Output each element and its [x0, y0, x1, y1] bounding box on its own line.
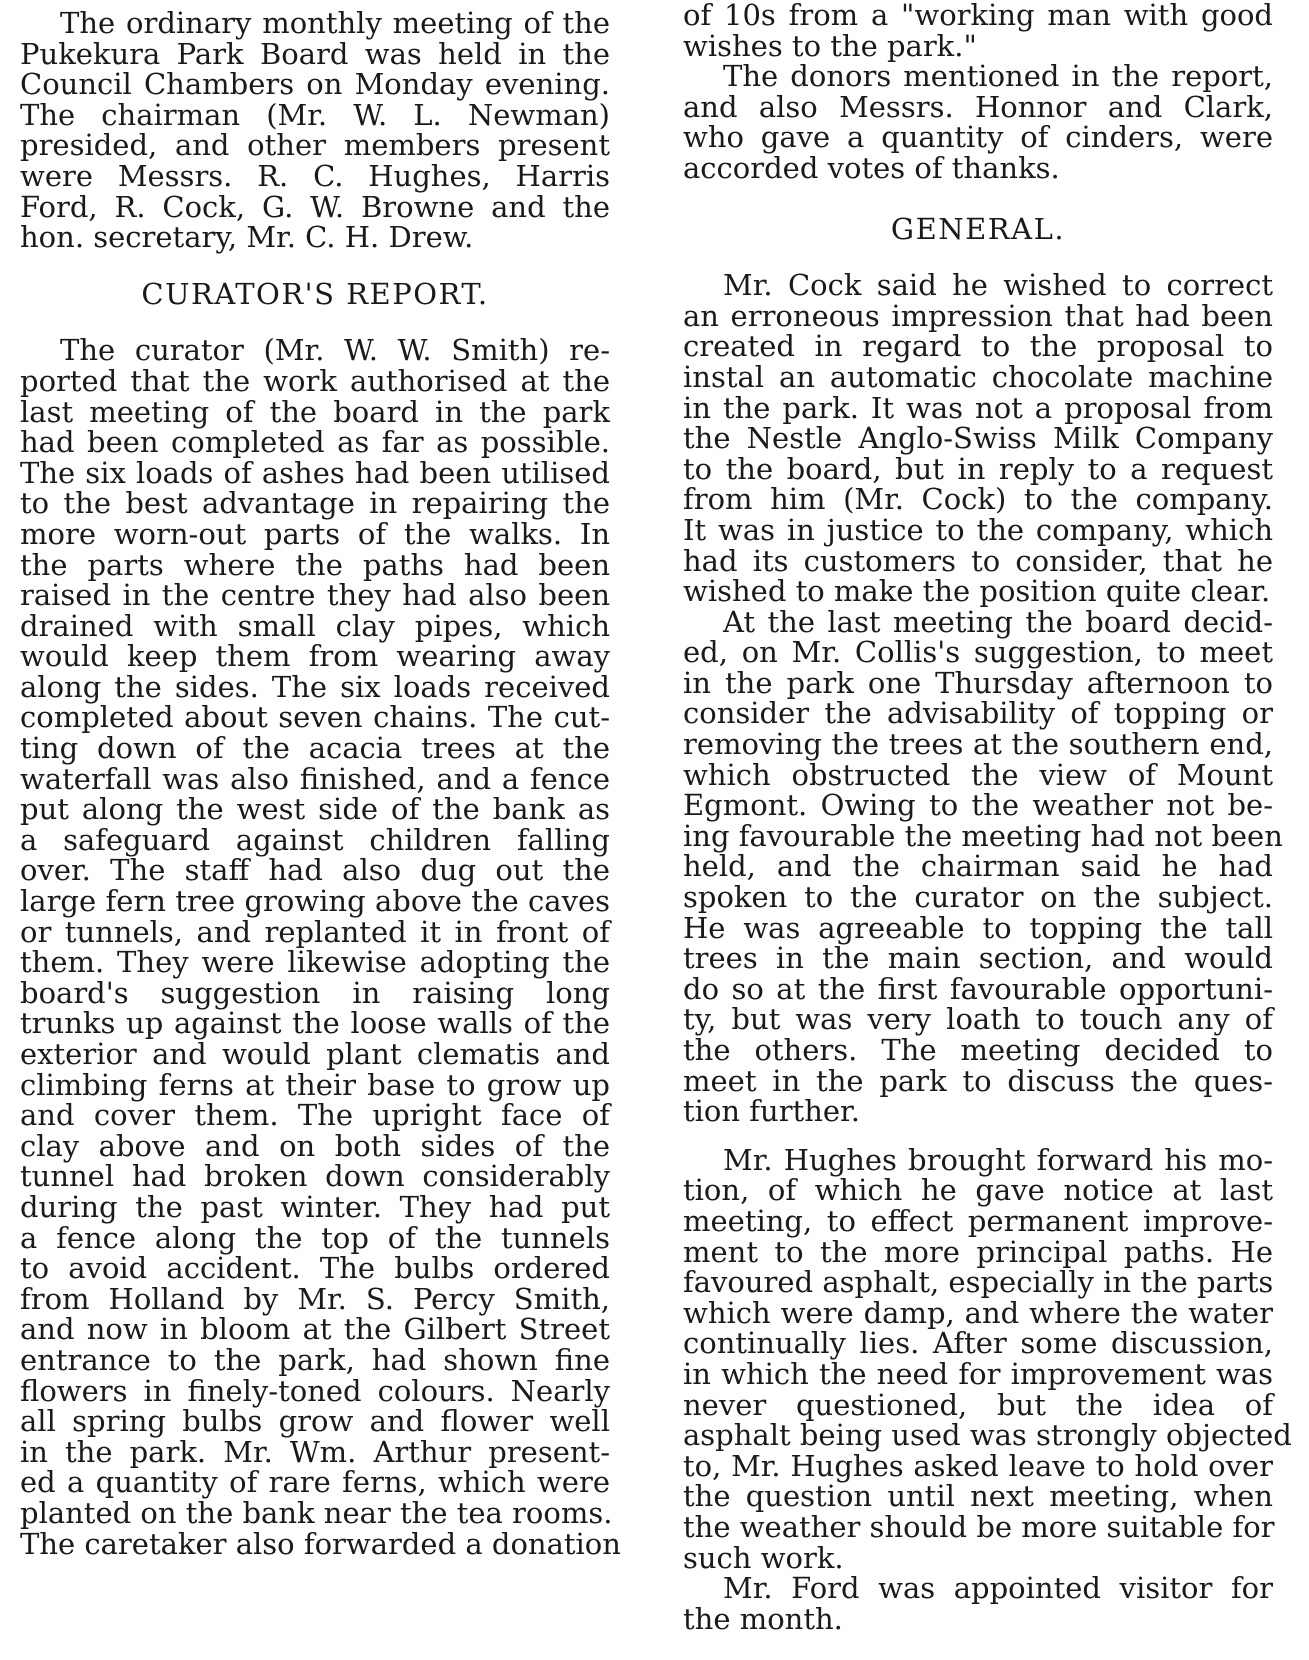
- text-line: waterfall was also finished, and a fence: [20, 761, 610, 796]
- text-line: to the board, but in reply to a request: [683, 451, 1273, 486]
- text-line: continually lies. After some discussion,: [683, 1326, 1273, 1361]
- text-line: meeting, to effect permanent improve-: [683, 1203, 1273, 1238]
- text-line: Mr. Cock said he wished to correct: [723, 268, 1273, 303]
- text-line: climbing ferns at their base to grow up: [20, 1067, 610, 1102]
- text-line: ty, but was very loath to touch any of: [683, 1002, 1273, 1037]
- general-paragraph-hughes: [683, 1142, 1292, 1575]
- text-line: all spring bulbs grow and flower well: [20, 1404, 610, 1439]
- text-line: an erroneous impression that had been: [683, 298, 1273, 333]
- text-line: tion further.: [683, 1094, 860, 1129]
- text-line: the question until next meeting, when: [683, 1479, 1273, 1514]
- text-line: completed about seven chains. The cut-: [20, 700, 610, 735]
- curators-report-paragraph: [20, 333, 621, 1561]
- continuation-paragraph: [683, 0, 1273, 61]
- text-line: trunks up against the loose walls of the: [20, 1006, 610, 1041]
- text-line: tion, of which he gave notice at last: [683, 1173, 1273, 1208]
- general-paragraph-ford: [683, 1573, 1273, 1634]
- text-line: to avoid accident. The bulbs ordered: [20, 1251, 610, 1286]
- text-line: trees in the main section, and would: [683, 941, 1273, 976]
- text-line: would keep them from wearing away: [20, 639, 610, 674]
- text-line: ed a quantity of rare ferns, which were: [20, 1465, 610, 1500]
- donors-paragraph: [683, 61, 1273, 183]
- text-line: raised in the centre they had also been: [20, 578, 610, 613]
- text-line: and cover them. The upright face of: [20, 1098, 610, 1133]
- text-line: the Nestle Anglo-Swiss Milk Company: [683, 421, 1273, 456]
- text-line: Pukekura Park Board was held in the: [20, 36, 610, 71]
- text-line: a fence along the top of the tunnels: [20, 1220, 610, 1255]
- text-line: tunnel had broken down considerably: [20, 1159, 610, 1194]
- text-line: and also Messrs. Honnor and Clark,: [683, 89, 1273, 124]
- text-line: held, and the chairman said he had: [683, 849, 1273, 884]
- text-line: flowers in finely-toned colours. Nearly: [20, 1373, 610, 1408]
- text-line: a safeguard against children falling: [20, 822, 610, 857]
- text-line: which obstructed the view of Mount: [683, 757, 1273, 792]
- text-line: the month.: [683, 1601, 843, 1636]
- text-line: large fern tree growing above the caves: [20, 884, 610, 919]
- text-line: during the past winter. They had put: [20, 1189, 610, 1224]
- text-line: Mr. Hughes brought forward his mo-: [723, 1142, 1273, 1177]
- text-line: ported that the work authorised at the: [20, 363, 610, 398]
- text-line: meet in the park to discuss the ques-: [683, 1063, 1273, 1098]
- text-line: The donors mentioned in the report,: [723, 59, 1273, 94]
- text-line: The chairman (Mr. W. L. Newman): [20, 97, 610, 132]
- text-line: ing favourable the meeting had not been: [683, 818, 1283, 853]
- text-line: or tunnels, and replanted it in front of: [20, 914, 610, 949]
- text-line: Council Chambers on Monday evening.: [20, 67, 610, 102]
- text-line: in the park. It was not a proposal from: [683, 390, 1273, 425]
- right-column: [683, 0, 1292, 1636]
- text-line: more worn-out parts of the walks. In: [20, 516, 610, 551]
- curators-report-heading: CURATOR'S REPORT.: [141, 276, 489, 311]
- text-line: the others. The meeting decided to: [683, 1033, 1273, 1067]
- text-line: The ordinary monthly meeting of the: [60, 6, 610, 40]
- text-line: the weather should be more suitable for: [683, 1509, 1275, 1544]
- text-line: The curator (Mr. W. W. Smith) re-: [60, 333, 610, 368]
- text-line: removing the trees at the southern end,: [683, 727, 1273, 762]
- text-line: along the sides. The six loads received: [20, 669, 610, 704]
- text-line: in the park. Mr. Wm. Arthur present-: [20, 1434, 610, 1469]
- text-line: had its customers to consider, that he: [683, 543, 1273, 578]
- text-line: board's suggestion in raising long: [20, 975, 610, 1010]
- text-line: had been completed as far as possible.: [20, 425, 610, 460]
- text-line: from Holland by Mr. S. Percy Smith,: [20, 1281, 610, 1316]
- text-line: in the park one Thursday afternoon to: [683, 665, 1273, 700]
- intro-paragraph: [20, 8, 610, 253]
- text-line: put along the west side of the bank as: [20, 792, 610, 827]
- text-line: planted on the bank near the tea rooms.: [20, 1495, 613, 1530]
- text-line: them. They were likewise adopting the: [20, 945, 610, 980]
- left-column: [20, 6, 621, 1561]
- general-paragraph-collis: [683, 604, 1283, 1129]
- text-line: from him (Mr. Cock) to the company.: [683, 482, 1273, 517]
- text-line: over. The staff had also dug out the: [20, 853, 610, 888]
- text-line: were Messrs. R. C. Hughes, Harris: [20, 158, 610, 193]
- text-line: and now in bloom at the Gilbert Street: [20, 1312, 610, 1347]
- text-line: accorded votes of thanks.: [683, 150, 1060, 185]
- text-line: He was agreeable to topping the tall: [683, 910, 1273, 945]
- text-line: which were damp, and where the water: [683, 1295, 1273, 1330]
- text-line: clay above and on both sides of the: [20, 1128, 610, 1163]
- text-line: to, Mr. Hughes asked leave to hold over: [683, 1448, 1273, 1483]
- text-line: consider the advisability of topping or: [683, 696, 1273, 731]
- text-line: in which the need for improvement was: [683, 1356, 1273, 1391]
- text-line: do so at the first favourable opportuni-: [683, 971, 1273, 1006]
- text-line: who gave a quantity of cinders, were: [683, 120, 1273, 155]
- text-line: spoken to the curator on the subject.: [683, 880, 1273, 915]
- text-line: drained with small clay pipes, which: [20, 608, 610, 643]
- text-line: never questioned, but the idea of: [683, 1387, 1273, 1422]
- text-line: Ford, R. Cock, G. W. Browne and the: [20, 189, 610, 224]
- text-line: instal an automatic chocolate machine: [683, 359, 1273, 394]
- text-line: ed, on Mr. Collis's suggestion, to meet: [683, 635, 1273, 670]
- text-line: presided, and other members present: [20, 128, 610, 163]
- text-line: Mr. Ford was appointed visitor for: [723, 1571, 1273, 1606]
- text-line: hon. secretary, Mr. C. H. Drew.: [20, 220, 474, 255]
- text-line: wished to make the position quite clear.: [683, 574, 1271, 609]
- text-line: Egmont. Owing to the weather not be-: [683, 788, 1273, 823]
- text-line: exterior and would plant clematis and: [20, 1037, 610, 1071]
- general-paragraph-cock: [683, 270, 1273, 607]
- text-line: favoured asphalt, especially in the parts: [683, 1265, 1274, 1300]
- text-line: of 10s from a "working man with good: [683, 0, 1273, 32]
- text-line: ting down of the acacia trees at the: [20, 731, 610, 766]
- text-line: entrance to the park, had shown fine: [20, 1342, 610, 1377]
- text-line: The caretaker also forwarded a donation: [20, 1526, 621, 1561]
- text-line: It was in justice to the company, which: [683, 512, 1273, 547]
- text-line: the parts where the paths had been: [20, 547, 610, 582]
- text-line: such work.: [683, 1540, 844, 1575]
- text-line: ment to the more principal paths. He: [683, 1234, 1273, 1269]
- text-line: to the best advantage in repairing the: [20, 486, 610, 521]
- text-line: last meeting of the board in the park: [20, 394, 610, 429]
- text-line: The six loads of ashes had been utilised: [20, 455, 610, 490]
- general-heading: GENERAL.: [890, 211, 1066, 246]
- text-line: wishes to the park.": [683, 28, 977, 63]
- text-line: created in regard to the proposal to: [683, 329, 1273, 364]
- text-line: asphalt being used was strongly objected: [683, 1418, 1292, 1453]
- text-line: At the last meeting the board decid-: [723, 604, 1273, 639]
